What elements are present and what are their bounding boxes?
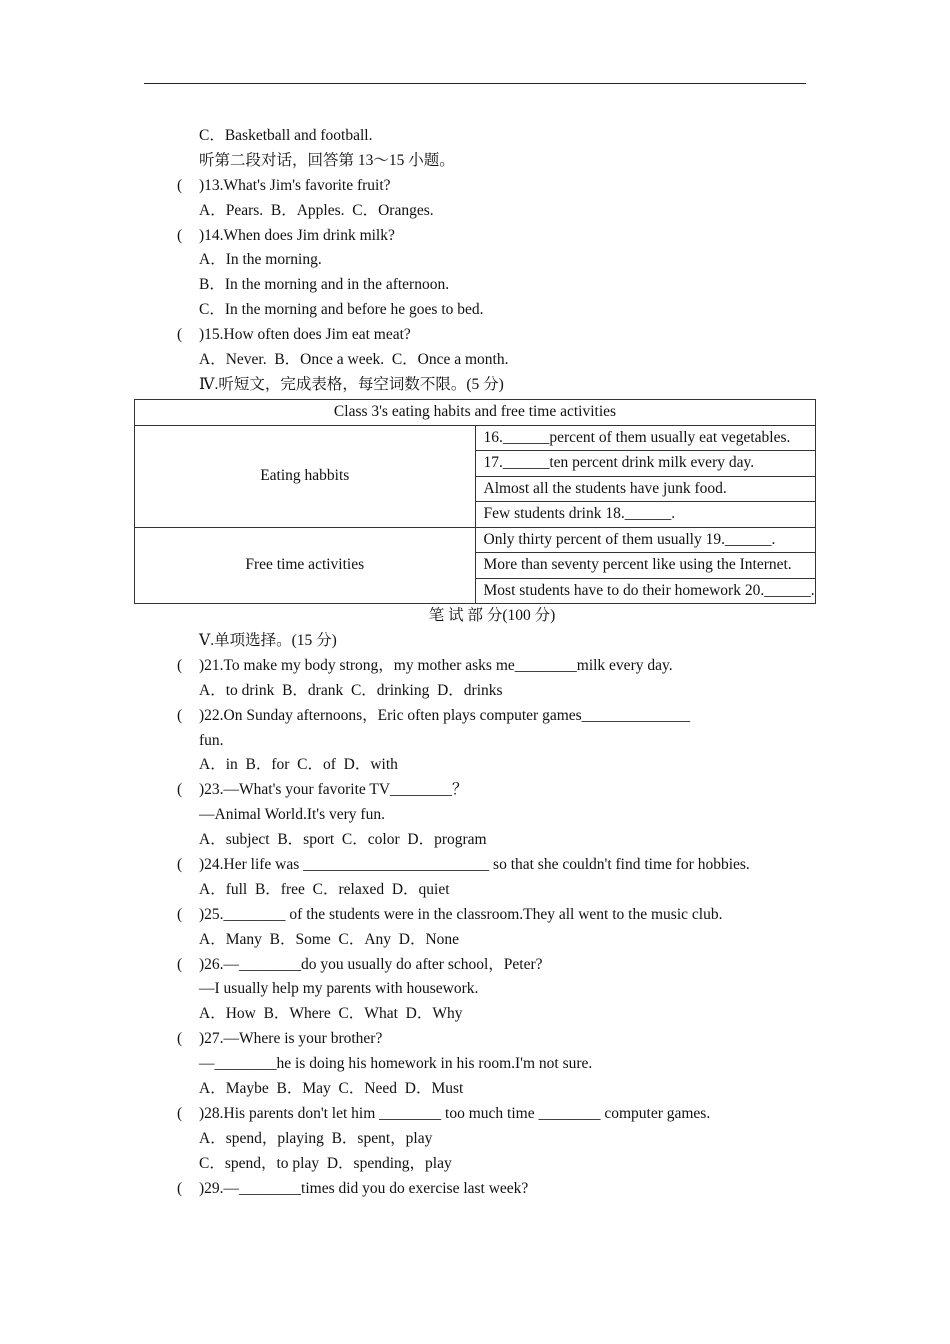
- line-text: C．Basketball and football.: [199, 127, 373, 144]
- line-text: fun.: [199, 731, 224, 749]
- line-text: )23.—What's your favorite TV________？: [199, 781, 468, 799]
- line-text: Ⅴ.单项选择。(15 分): [199, 632, 337, 649]
- section-heading: [177, 629, 817, 654]
- answer-paren: (: [177, 1104, 183, 1122]
- question-line: [177, 853, 817, 878]
- line-text: A．Maybe B．May C．Need D．Must: [199, 1080, 464, 1098]
- line-text: —I usually help my parents with housework.: [199, 980, 479, 998]
- line-text: A．to drink B．drank C．drinking D．drinks: [199, 681, 503, 699]
- line-text: A．In the morning.: [199, 251, 322, 269]
- line-text: )14.When does Jim drink milk?: [199, 226, 395, 244]
- table-cell: Almost all the students have junk food.: [475, 476, 816, 502]
- question-line: [177, 1002, 817, 1027]
- line-text: )28.His parents don't let him ________ too much time ________ computer games.: [199, 1104, 711, 1122]
- question-line: [177, 298, 817, 323]
- question-line: [177, 1052, 817, 1077]
- question-line: [177, 953, 817, 978]
- header-rule: [144, 83, 806, 84]
- line-text: Ⅳ.听短文，完成表格，每空词数不限。(5 分): [199, 375, 504, 393]
- table-cell: Only thirty percent of them usually 19.______.: [475, 527, 816, 553]
- line-text: )24.Her life was ________________________ so that she couldn't find time for hobbies.: [199, 856, 750, 874]
- answer-paren: (: [177, 326, 183, 344]
- question-line: [177, 323, 817, 348]
- question-line: [177, 977, 817, 1002]
- question-line: [177, 273, 817, 298]
- line-text: A．Pears. B．Apples. C．Oranges.: [199, 201, 434, 219]
- section-heading: [177, 373, 817, 398]
- question-line: [177, 174, 817, 199]
- answer-paren: (: [177, 955, 183, 973]
- question-line: [177, 729, 817, 754]
- table-cell: Most students have to do their homework 20.______.: [475, 578, 816, 604]
- table-row: [135, 425, 816, 451]
- answer-paren: (: [177, 1179, 183, 1197]
- table-title: Class 3's eating habits and free time activities: [135, 400, 816, 426]
- question-line: [177, 149, 817, 174]
- line-text: A．spend，playing B．spent，play: [199, 1129, 433, 1147]
- question-line: [177, 654, 817, 679]
- written-part-title: 笔 试 部 分(100 分): [428, 607, 556, 624]
- line-text: )26.—________do you usually do after school，Peter?: [199, 955, 543, 973]
- line-text: A．full B．free C．relaxed D．quiet: [199, 880, 450, 898]
- line-text: —Animal World.It's very fun.: [199, 806, 385, 824]
- question-line: [177, 199, 817, 224]
- question-line: [177, 224, 817, 249]
- question-line: [177, 903, 817, 928]
- question-line: [177, 124, 817, 149]
- question-line: [177, 679, 817, 704]
- answer-paren: (: [177, 905, 183, 923]
- answer-paren: (: [177, 1030, 183, 1048]
- question-line: [177, 1152, 817, 1177]
- line-text: )15.How often does Jim eat meat?: [199, 326, 411, 344]
- line-text: )22.On Sunday afternoons，Eric often plays computer games______________: [199, 706, 691, 724]
- question-line: [177, 753, 817, 778]
- answer-paren: (: [177, 706, 183, 724]
- line-text: A．Never. B．Once a week. C．Once a month.: [199, 351, 509, 369]
- question-line: [177, 348, 817, 373]
- question-line: [177, 1027, 817, 1052]
- line-text: )13.What's Jim's favorite fruit?: [199, 176, 391, 194]
- table-cell: More than seventy percent like using the Internet.: [475, 553, 816, 579]
- answer-paren: (: [177, 781, 183, 799]
- line-text: )27.—Where is your brother?: [199, 1030, 383, 1048]
- line-text: A．in B．for C．of D．with: [199, 756, 398, 774]
- line-text: B．In the morning and in the afternoon.: [199, 276, 450, 294]
- question-line: [177, 928, 817, 953]
- multiple-choice-section: [177, 629, 817, 1201]
- line-text: )25.________ of the students were in the classroom.They all went to the music club.: [199, 905, 723, 923]
- line-text: A．subject B．sport C．color D．program: [199, 831, 487, 849]
- answer-paren: (: [177, 226, 183, 244]
- habits-table: [134, 399, 816, 604]
- category-cell: Free time activities: [135, 527, 476, 604]
- line-text: )29.—________times did you do exercise last week?: [199, 1179, 529, 1197]
- question-line: [177, 704, 817, 729]
- question-line: [177, 1102, 817, 1127]
- line-text: A．How B．Where C．What D．Why: [199, 1005, 463, 1023]
- table-cell: Few students drink 18.______.: [475, 502, 816, 528]
- line-text: 听第二段对话，回答第 13～15 小题。: [199, 151, 455, 169]
- line-text: C．spend，to play D．spending，play: [199, 1154, 452, 1172]
- question-line: [177, 1127, 817, 1152]
- question-line: [177, 803, 817, 828]
- line-text: C．In the morning and before he goes to bed.: [199, 301, 484, 319]
- question-line: [177, 828, 817, 853]
- table-row: [135, 527, 816, 553]
- question-line: [177, 248, 817, 273]
- answer-paren: (: [177, 856, 183, 874]
- answer-paren: (: [177, 656, 183, 674]
- listening-section: [177, 124, 817, 398]
- question-line: [177, 878, 817, 903]
- answer-paren: (: [177, 176, 183, 194]
- question-line: [177, 778, 817, 803]
- line-text: —________he is doing his homework in his room.I'm not sure.: [199, 1055, 593, 1073]
- table-cell: 17.______ten percent drink milk every day.: [475, 451, 816, 477]
- table-cell: 16.______percent of them usually eat vegetables.: [475, 425, 816, 451]
- line-text: A．Many B．Some C．Any D．None: [199, 930, 460, 948]
- question-line: [177, 1077, 817, 1102]
- category-cell: Eating habbits: [135, 425, 476, 527]
- table-header-row: [135, 400, 816, 426]
- line-text: )21.To make my body strong，my mother asks me________milk every day.: [199, 656, 673, 674]
- question-line: [177, 1177, 817, 1202]
